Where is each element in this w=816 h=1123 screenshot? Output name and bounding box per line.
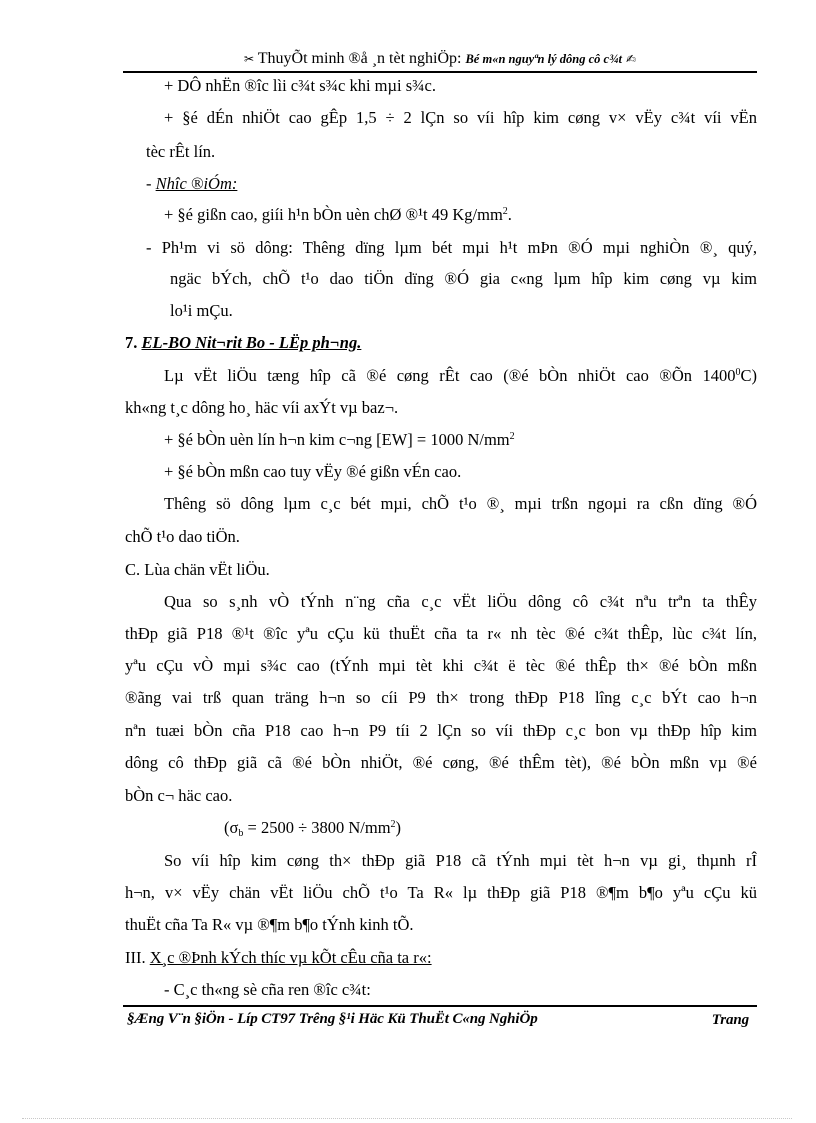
footer-author: §Æng V¨n §iÖn [127, 1011, 225, 1027]
text-line: - C¸c th«ng sè cña ren ®îc c¾t: [164, 980, 371, 999]
section-heading: - Nhîc ®iÓm: [146, 174, 238, 193]
text-line: lo¹i mÇu. [170, 301, 233, 320]
header-title: ThuyÕt minh ®å ¸n tèt nghiÖp: [257, 50, 462, 67]
text-line: chÕ t¹o dao tiÖn. [125, 527, 240, 546]
text-line: + §é bÒn uèn lín h¬n kim c¬ng [EW] = 1000 $N/mm^2$ [164, 430, 515, 449]
text-line: + DÔ nhËn ®îc lìi c¾t s¾c khi mµi s¾c. [164, 76, 436, 95]
text-line: + §é dÉn nhiÖt cao gÊp 1,5 ÷ 2 lÇn so víi hîp kim cøng v× vËy c¾t víi vËn [164, 108, 757, 127]
text-line: bÒn c¬ häc cao. [125, 786, 233, 805]
text-line: ngäc bÝch, chÕ t¹o dao tiÖn dïng ®Ó gia c«ng lµm hîp kim cøng vµ kim [170, 269, 757, 288]
text-line: h¬n, v× vËy chän vËt liÖu chÕ t¹o Ta R« lµ thÐp giã P18 ®¶m b¶o yªu cÇu kü [125, 883, 757, 902]
footer-page-label: Trang [711, 1012, 749, 1028]
text-line: So víi hîp kim cøng th× thÐp giã P18 cã tÝnh mµi tèt h¬n vµ gi¸ thµnh rÎ [164, 851, 757, 870]
page-header [123, 50, 757, 70]
text-line: + §é bÒn mßn cao tuy vËy ®é gißn vÉn cao. [164, 462, 462, 481]
page-bottom-dotted-line [22, 1118, 792, 1120]
header-rule [123, 71, 757, 73]
text-line: Thêng sö dông lµm c¸c bét mµi, chÕ t¹o ®¸ mµi trßn ngoµi ra cßn dïng ®Ó [164, 494, 757, 513]
pen-icon: ✍ [625, 52, 636, 66]
text-line: nªn tuæi bÒn cña P18 cao h¬n P9 tíi 2 lÇn so víi thÐp c¸c bon vµ thÐp hîp kim [125, 721, 757, 740]
page-footer [127, 1011, 757, 1028]
text-line: thÐp giã P18 ®¹t ®îc yªu cÇu kü thuËt cña ta r« nh tèc ®é c¾t thÊp, lùc c¾t lín, [125, 624, 757, 643]
text-line: - Ph¹m vi sö dông: Thêng dïng lµm bét mµi h¹t mÞn ®Ó mµi nghiÒn ®¸ quý, [146, 238, 757, 257]
text-line: tèc rÊt lín. [146, 142, 216, 161]
text-line: dông cô thÐp giã cã ®é bÒn nhiÖt, ®é cøng, ®é thÊm tèt), ®é bÒn mßn vµ ®é [125, 753, 757, 772]
footer-class: - Líp CT97 [224, 1011, 299, 1027]
section-heading: 7. EL-BO Nit¬rit Bo - LËp ph¬ng. [125, 333, 362, 352]
scissors-icon: ✂ [244, 52, 255, 66]
text-line: thuËt cña Ta R« vµ ®¶m b¶o tÝnh kinh tÕ. [125, 915, 414, 934]
section-heading: C. Lùa chän vËt liÖu. [125, 560, 270, 579]
header-subtitle: Bé m«n nguyªn lý dông cô c¾t [465, 52, 622, 66]
text-line: Lµ vËt liÖu tæng hîp cã ®é cøng rÊt cao (®é bÒn nhiÖt cao ®Õn 1400$^0$C) [164, 366, 757, 385]
text-line: ®ãng vai trß quan träng h¬n so cíi P9 th× trong thÐp P18 lîng c¸c bÝt cao h¬n [125, 688, 757, 707]
text-line: + §é gißn cao, giíi h¹n bÒn uèn chØ ®¹t 49 $Kg/mm^2$. [164, 205, 512, 224]
text-line: yªu cÇu vÒ mµi s¾c cao (tÝnh mµi tèt khi c¾t ë tèc ®é thÊp th× ®é bÒn mßn [125, 656, 757, 675]
footer-rule [123, 1005, 757, 1007]
footer-school: Trêng §¹i Häc Kü ThuËt C«ng NghiÖp [298, 1011, 538, 1027]
section-heading: III. X¸c ®Þnh kÝch thíc vµ kÕt cÊu cña ta r«: [125, 948, 432, 967]
text-line: kh«ng t¸c dông ho¸ häc víi axÝt vµ baz¬. [125, 398, 399, 417]
formula: ($\sigma_b = 2500 \div 3800$ $N/mm^2$) [224, 818, 402, 839]
text-line: Qua so s¸nh vÒ tÝnh n¨ng cña c¸c vËt liÖu dông cô c¾t nªu trªn ta thÊy [164, 592, 757, 611]
